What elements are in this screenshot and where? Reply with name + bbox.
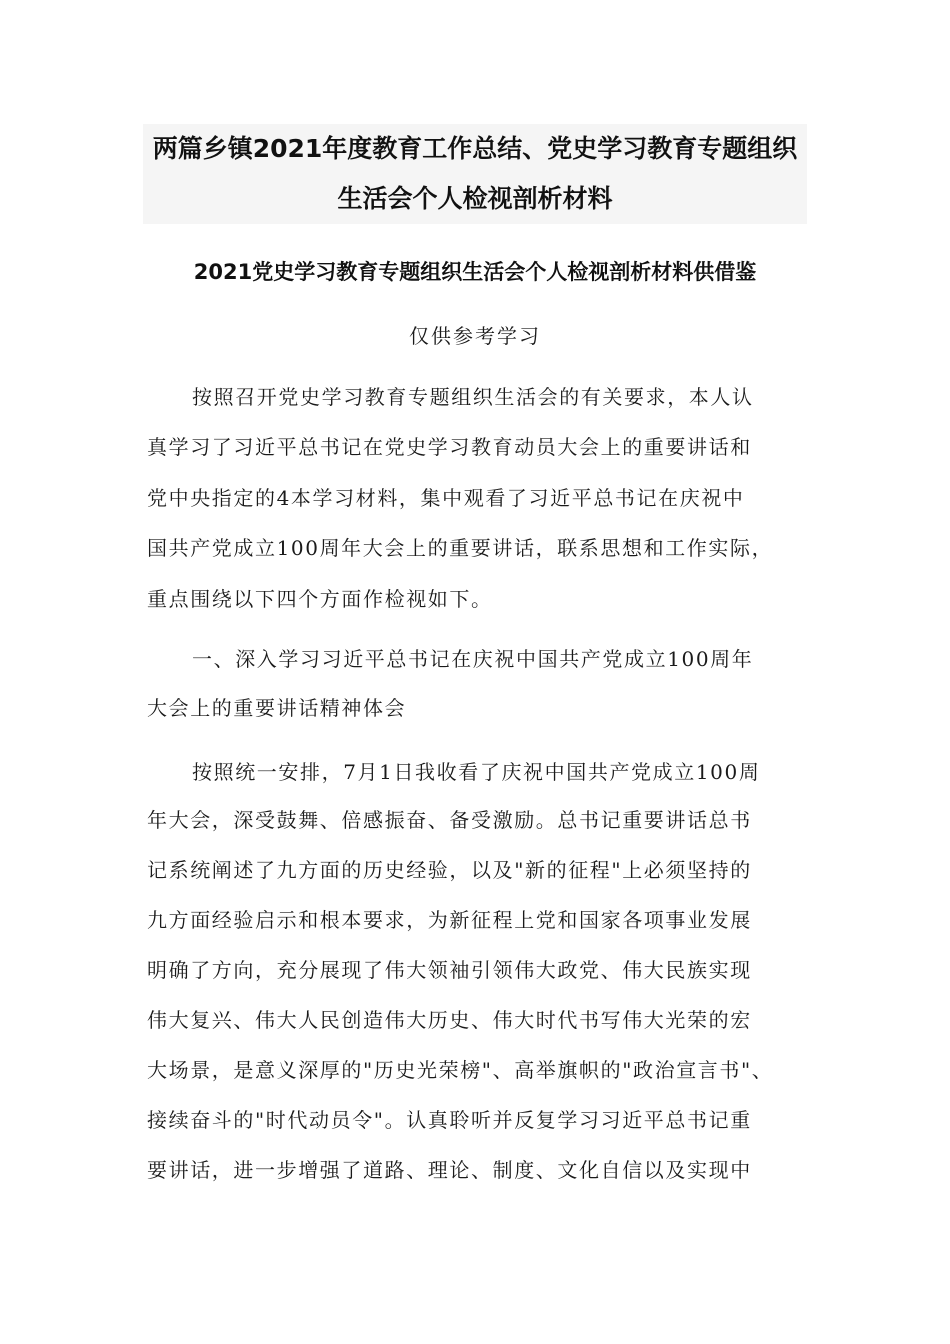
text-line: 大场景，是意义深厚的"历史光荣榜"、高举旗帜的"政治宣言书"、: [147, 1058, 774, 1082]
reference-note: 仅供参考学习: [409, 324, 541, 348]
text-line: 按照统一安排，7月1日我收看了庆祝中国共产党成立100周: [192, 760, 761, 784]
text-line: 要讲话，进一步增强了道路、理论、制度、文化自信以及实现中: [147, 1158, 752, 1182]
text-line: 真学习了习近平总书记在党史学习教育动员大会上的重要讲话和: [147, 435, 752, 459]
text-line: 年大会，深受鼓舞、倍感振奋、备受激励。总书记重要讲话总书: [147, 808, 752, 832]
text-line: 伟大复兴、伟大人民创造伟大历史、伟大时代书写伟大光荣的宏: [147, 1008, 752, 1032]
section-heading-line: 一、深入学习习近平总书记在庆祝中国共产党成立100周年: [192, 647, 754, 671]
section-heading-line: 大会上的重要讲话精神体会: [147, 696, 407, 720]
title-block: [143, 124, 807, 224]
text-line: 国共产党成立100周年大会上的重要讲话，联系思想和工作实际，: [147, 536, 774, 560]
text-line: 党中央指定的4本学习材料，集中观看了习近平总书记在庆祝中: [147, 486, 745, 510]
text-line: 明确了方向，充分展现了伟大领袖引领伟大政党、伟大民族实现: [147, 958, 752, 982]
text-line: 按照召开党史学习教育专题组织生活会的有关要求，本人认: [192, 385, 754, 409]
text-line: 九方面经验启示和根本要求，为新征程上党和国家各项事业发展: [147, 908, 752, 932]
text-line: 记系统阐述了九方面的历史经验，以及"新的征程"上必须坚持的: [147, 858, 752, 882]
document-title-line-2: 生活会个人检视剖析材料: [337, 184, 613, 213]
document-title-line-1: 两篇乡镇2021年度教育工作总结、党史学习教育专题组织: [152, 134, 798, 163]
text-line: 接续奋斗的"时代动员令"。认真聆听并反复学习习近平总书记重: [147, 1108, 752, 1132]
document-subtitle: 2021党史学习教育专题组织生活会个人检视剖析材料供借鉴: [193, 260, 757, 284]
text-line: 重点围绕以下四个方面作检视如下。: [147, 587, 493, 611]
